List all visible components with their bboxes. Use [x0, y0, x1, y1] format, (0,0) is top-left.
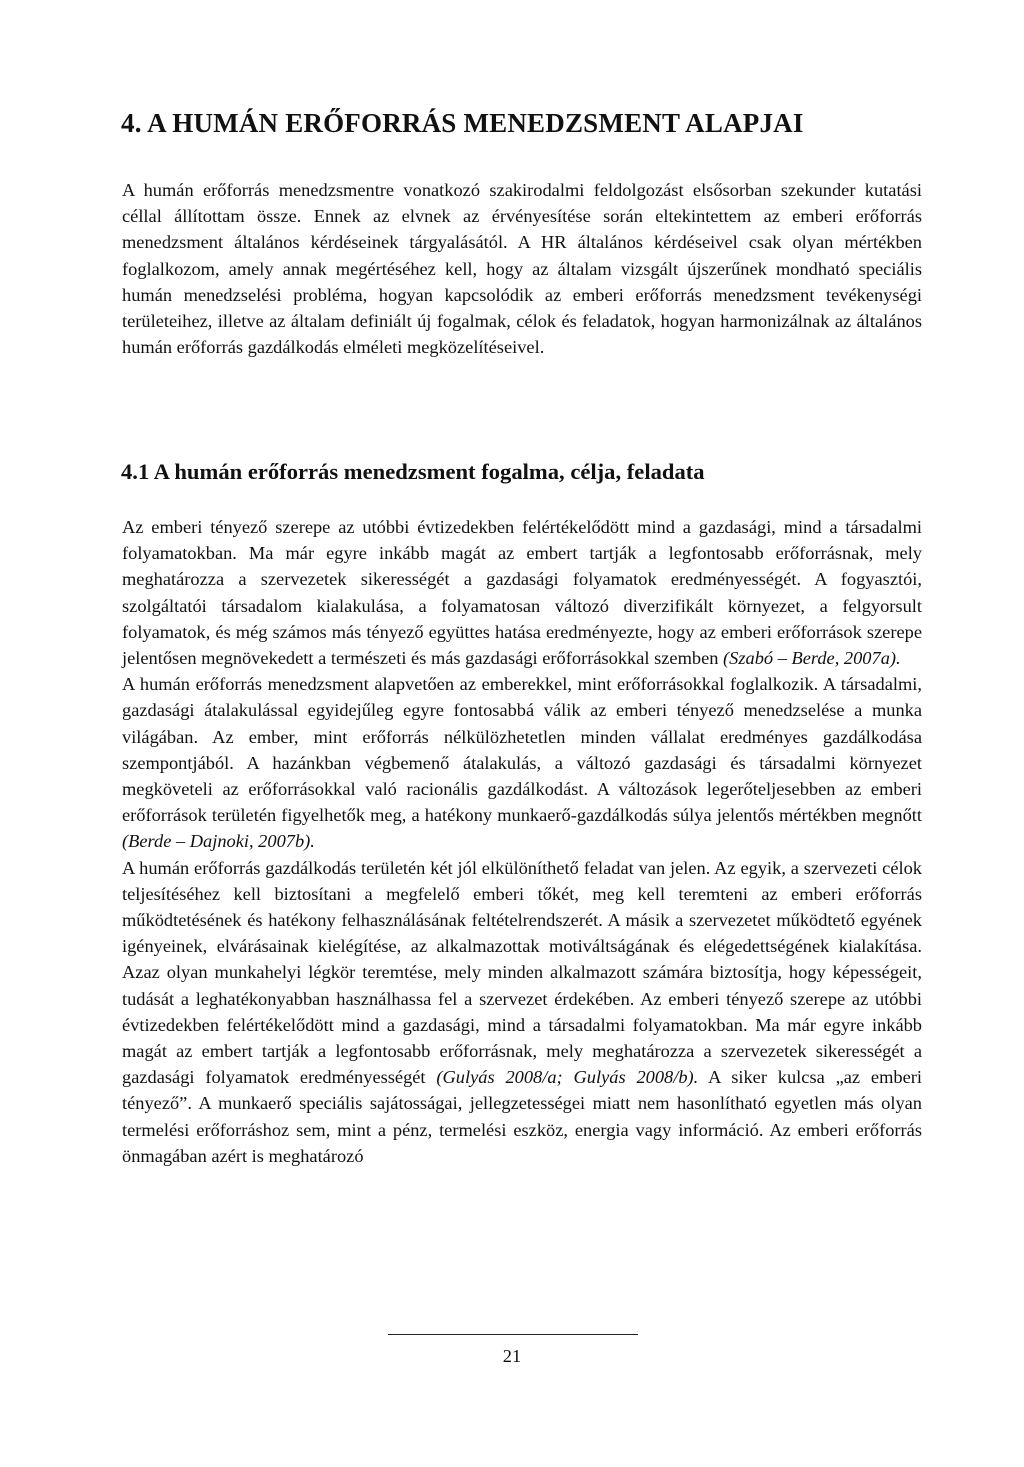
chapter-title: 4. A HUMÁN ERŐFORRÁS MENEDZSMENT ALAPJAI — [121, 108, 804, 138]
section-body — [122, 514, 922, 1169]
citation-gulyas: (Gulyás 2008/a; Gulyás 2008/b). — [436, 1067, 699, 1088]
body-paragraph-2 — [122, 671, 922, 854]
citation-berde-dajnoki: (Berde – Dajnoki, 2007b). — [122, 831, 315, 852]
section-title: 4.1 A humán erőforrás menedzsment fogalma, célja, feladata — [121, 459, 705, 484]
paragraph-1-text: Az emberi tényező szerepe az utóbbi évtizedekben felértékelődött mind a gazdasági, mind a társadalmi folyamatokban. Ma már egyre inkább magát az embert tartják a legfontosabb erőforrásnak, mely meghatározza a szervezetek sikerességét a gazdasági folyamatok eredményességét. A fogyasztói, szolgáltatói társadalom kialakulása, a folyamatosan változó diverzifikált környezet, a felgyorsult folyamatok, és még számos más tényező együttes hatása eredményezte, hogy az emberi erőforrások szerepe jelentősen megnövekedett a természeti és más gazdasági erőforrásokkal szemben — [122, 517, 922, 669]
body-paragraph-3 — [122, 855, 922, 1169]
paragraph-3-text: A humán erőforrás gazdálkodás területén két jól elkülöníthető feladat van jelen. Az egyik, a szervezeti célok teljesítéséhez kell biztosítani a megfelelő emberi tőkét, meg kell teremteni az emberi erőforrás működtetésének és hatékony felhasználásának feltételrendszerét. A másik a szervezetet működtető egyének igényeinek, elvárásainak kielégítése, az alkalmazottak motiváltságának és elégedettségének kialakítása. Azaz olyan munkahelyi légkör teremtése, mely minden alkalmazott számára biztosítja, hogy képességeit, tudását a leghatékonyabban használhassa fel a szervezet érdekében. Az emberi tényező szerepe az utóbbi évtizedekben felértékelődött mind a gazdasági, mind a társadalmi folyamatokban. Ma már egyre inkább magát az embert tartják a legfontosabb erőforrásnak, mely meghatározza a szervezetek sikerességét a gazdasági folyamatok eredményességét — [122, 857, 922, 1088]
page-number: 21 — [502, 1346, 522, 1366]
paragraph-2-text: A humán erőforrás menedzsment alapvetően az emberekkel, mint erőforrásokkal foglalkozik. A társadalmi, gazdasági átalakulással egyidejűleg egyre fontosabbá válik az emberi tényező menedzselése a munka világában. Az ember, mint erőforrás nélkülözhetetlen minden vállalat eredményes gazdálkodása szempontjából. A hazánkban végbemenő átalakulás, a változó gazdasági és társadalmi környezet megköveteli az erőforrásokkal való racionális gazdálkodást. A változások legerőteljesebben az emberi erőforrások területén figyelhetők meg, a hatékony munkaerő-gazdálkodás súlya jelentős mértékben megnőtt — [122, 674, 922, 826]
body-paragraph-1 — [122, 514, 922, 671]
paragraph-3-tail: A siker kulcsa „az emberi tényező”. A munkaerő speciális sajátosságai, jellegzetességei miatt nem hasonlítható egyetlen más olyan termelési erőforráshoz sem, mint a pénz, termelési eszköz, energia vagy információ. Az emberi erőforrás önmagában azért is meghatározó — [122, 1067, 922, 1166]
citation-szabo-berde: (Szabó – Berde, 2007a). — [723, 648, 901, 669]
footer-divider — [388, 1334, 638, 1335]
intro-paragraph: A humán erőforrás menedzsmentre vonatkozó szakirodalmi feldolgozást elsősorban szekunder kutatási céllal állítottam össze. Ennek az elvnek az érvényesítése során eltekintettem az emberi erőforrás menedzsment általános kérdéseinek tárgyalásától. A HR általános kérdéseivel csak olyan mértékben foglalkozom, amely annak megértéséhez kell, hogy az általam vizsgált újszerűnek mondható speciális humán menedzselési probléma, hogyan kapcsolódik az emberi erőforrás menedzsment tevékenységi területeihez, illetve az általam definiált új fogalmak, célok és feladatok, hogyan harmonizálnak az általános humán erőforrás gazdálkodás elméleti megközelítéseivel. — [122, 180, 922, 358]
